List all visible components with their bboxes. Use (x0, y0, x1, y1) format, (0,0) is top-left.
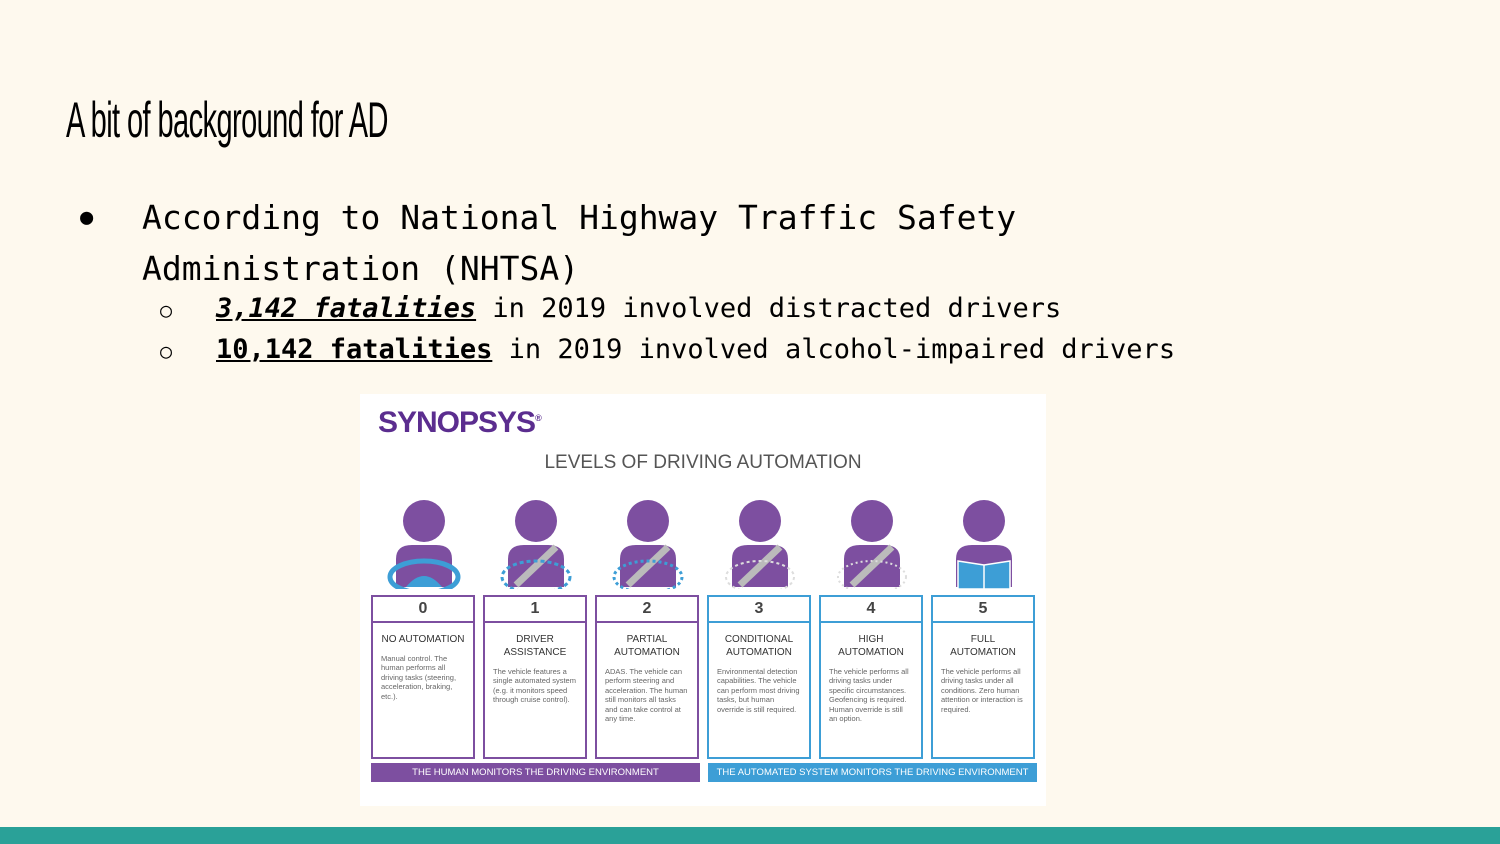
hollow-bullet-icon: ○ (160, 297, 173, 322)
sub-bullet-2-text: in 2019 involved alcohol-impaired drivers (492, 334, 1176, 365)
level-card-5: 5 FULL AUTOMATION The vehicle performs all driving tasks under all conditions. Zero human attention or interaction is required. (931, 595, 1035, 759)
slide-title: A bit of background for AD (66, 92, 388, 148)
driver-conditional-icon (720, 499, 800, 589)
driver-hands-on-wheel-icon (384, 499, 464, 589)
automated-monitors-band: THE AUTOMATED SYSTEM MONITORS THE DRIVING ENVIRONMENT (708, 763, 1037, 782)
driver-high-icon (832, 499, 912, 589)
sub-bullet-2 (160, 330, 1175, 371)
footer-accent-bar (0, 827, 1500, 844)
synopsys-logo: SYNOPSYS® (378, 406, 541, 439)
bullet-dot-icon: ● (80, 205, 94, 230)
main-bullet (80, 192, 1280, 294)
automation-levels-figure (360, 394, 1046, 806)
level-card-0: 0 NO AUTOMATION Manual control. The human performs all driving tasks (steering, acceleration, braking, etc.). (371, 595, 475, 759)
level-card-1: 1 DRIVER ASSISTANCE The vehicle features a single automated system (e.g. it monitors speed through cruise control). (483, 595, 587, 759)
level-card-2: 2 PARTIAL AUTOMATION ADAS. The vehicle can perform steering and acceleration. The human still monitors all tasks and can take control at any time. (595, 595, 699, 759)
driver-assisted-icon (496, 499, 576, 589)
driver-partial-icon (608, 499, 688, 589)
sub-bullet-2-strong: 10,142 fatalities (216, 334, 493, 365)
level-card-3: 3 CONDITIONAL AUTOMATION Environmental detection capabilities. The vehicle can perform most driving tasks, but human override is still required. (707, 595, 811, 759)
sub-bullet-1-text: in 2019 involved distracted drivers (476, 293, 1062, 324)
level-card-4: 4 HIGH AUTOMATION The vehicle performs all driving tasks under specific circumstances. Geofencing is required. Human override is still an option. (819, 595, 923, 759)
sub-bullet-1-strong: 3,142 fatalities (216, 293, 477, 324)
figure-title: LEVELS OF DRIVING AUTOMATION (544, 452, 862, 473)
passenger-reading-icon (944, 499, 1024, 589)
hollow-bullet-icon: ○ (160, 338, 173, 363)
main-bullet-text: According to National Highway Traffic Safety Administration (NHTSA) (142, 198, 1017, 288)
human-monitors-band: THE HUMAN MONITORS THE DRIVING ENVIRONMENT (371, 763, 700, 782)
sub-bullet-1 (160, 289, 1061, 330)
